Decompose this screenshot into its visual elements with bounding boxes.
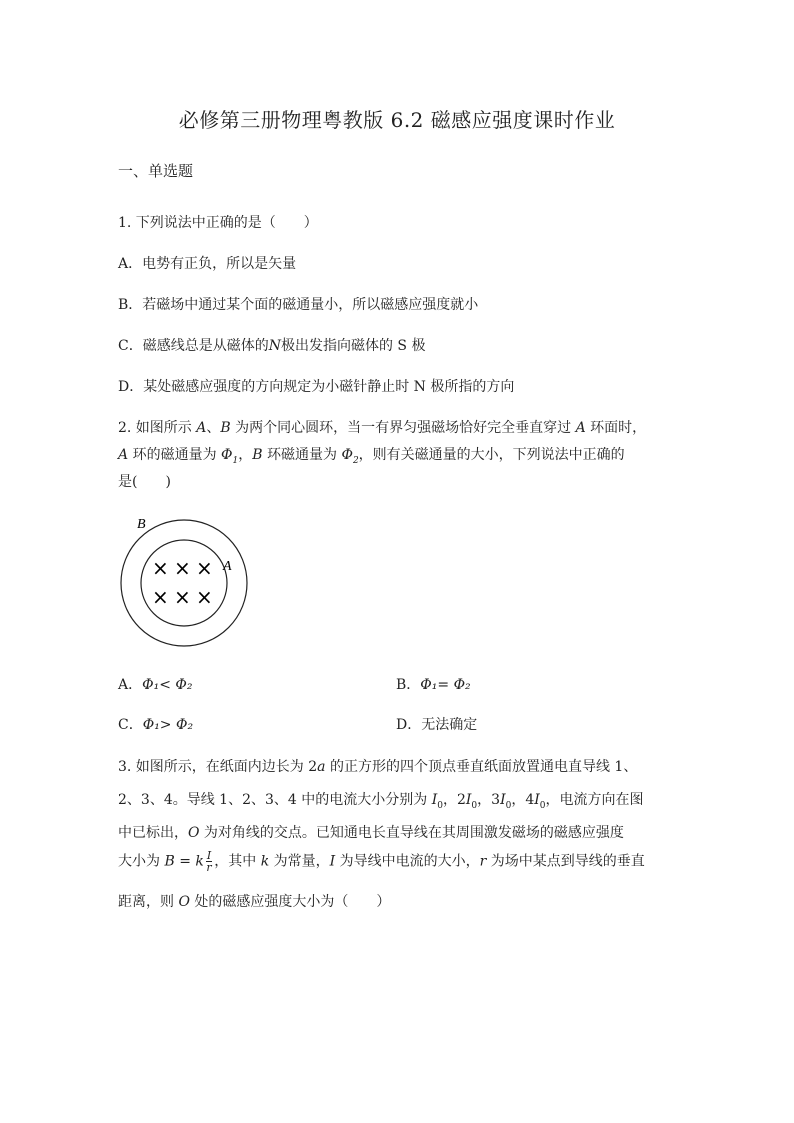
q2-phi2: Φ: [341, 447, 353, 463]
q3-text: 中已标出，: [118, 825, 188, 841]
q3-text: 距离，则: [118, 894, 179, 910]
q1-c-text-1: C．磁感线总是从磁体的: [118, 338, 269, 354]
q3-text: 为常量，: [269, 853, 330, 870]
q2-var-b: B: [220, 420, 231, 436]
q1-stem: 1. 下列说法中正确的是（ ）: [118, 215, 318, 231]
q3-text: 3. 如图所示，在纸面内边长为 2: [118, 759, 318, 775]
q3-var-i: I: [431, 792, 438, 808]
ring-b: [121, 520, 247, 646]
q3-text: 的正方形的四个顶点垂直纸面放置通电直导线 1、: [325, 759, 638, 775]
option-letter: C．: [118, 717, 143, 733]
q2-var-a: A: [575, 420, 586, 436]
q3-stem-line-1: [118, 756, 637, 776]
q3-text: =: [174, 853, 196, 870]
q2-text: 环磁通量为: [262, 447, 342, 463]
section-heading: 一、单选题: [118, 162, 194, 180]
q3-sub: 0: [471, 800, 478, 811]
q2-sub: 2: [352, 455, 359, 466]
q3-text: ，4: [511, 792, 535, 808]
option-letter: B．: [396, 677, 421, 693]
q3-var-r: r: [479, 853, 487, 870]
field-cross: ×: [152, 556, 169, 580]
q3-sub: 0: [437, 800, 443, 811]
q1-c-var-n: N: [268, 338, 281, 354]
q3-text: ，其中: [214, 853, 261, 870]
ring-a-label: A: [223, 559, 232, 574]
field-cross: ×: [152, 585, 169, 609]
q3-stem-line-4: [118, 850, 645, 873]
q3-var-b: B: [164, 853, 175, 870]
q1-option-c: [118, 335, 425, 355]
q2-option-d: D．无法确定: [396, 717, 478, 733]
option-text: Φ₁= Φ₂: [420, 677, 471, 693]
q3-text: 处的磁感应强度大小为（ ）: [189, 894, 391, 910]
q2-stem-line-1: [118, 417, 646, 437]
q3-text: 为对角线的交点。已知通电长直导线在其周围激发磁场的磁感应强度: [199, 825, 624, 841]
q3-var-k: k: [195, 853, 204, 870]
q2-text: 、: [206, 420, 221, 436]
q2-sub: 1: [232, 455, 239, 466]
q3-text: 大小为: [118, 853, 165, 870]
q3-text: 为场中某点到导线的垂直: [486, 853, 645, 870]
q3-stem-line-2: [118, 789, 644, 811]
fraction-denominator: r: [206, 861, 212, 874]
option-letter: A．: [118, 677, 143, 693]
q2-stem-line-2: [118, 444, 625, 466]
q3-var-o: O: [188, 825, 200, 841]
q3-var-k: k: [260, 853, 270, 870]
q3-text: 2、3、4。导线 1、2、3、4 中的电流大小分别为: [118, 792, 432, 808]
q1-c-text-2: 极出发指向磁体的 S 极: [280, 338, 426, 354]
q3-var-o: O: [178, 894, 190, 910]
q1-option-a: A．电势有正负，所以是矢量: [118, 256, 297, 272]
q3-var-i: I: [329, 853, 336, 870]
q3-sub: 0: [539, 800, 546, 811]
q3-var-a: a: [317, 759, 326, 775]
q2-var-a: A: [196, 420, 207, 436]
q3-var-i: I: [465, 792, 472, 808]
q2-var-b: B: [252, 447, 263, 463]
field-cross: ×: [196, 556, 213, 580]
q2-text: 为两个同心圆环，当一有界匀强磁场恰好完全垂直穿过: [230, 420, 576, 436]
q2-stem-line-3: 是( ): [118, 474, 171, 490]
q2-option-a: [118, 674, 193, 694]
fraction-i-over-r: [206, 850, 212, 873]
q3-text: ，3: [477, 792, 501, 808]
q3-text: ，电流方向在图: [545, 792, 644, 808]
q3-stem-line-3: [118, 822, 624, 842]
concentric-rings-figure: [118, 512, 258, 652]
q2-text: 2. 如图所示: [118, 420, 197, 436]
q2-text: 环的磁通量为: [128, 447, 222, 463]
field-cross: ×: [174, 585, 191, 609]
q2-option-c: [118, 714, 193, 734]
page-title: 必修第三册物理粤教版 6.2 磁感应强度课时作业: [178, 108, 616, 132]
q2-option-b: [396, 674, 471, 694]
q2-text: ，: [238, 447, 253, 463]
ring-b-label: B: [137, 517, 146, 532]
q3-sub: 0: [505, 800, 512, 811]
q2-text: ，则有关磁通量的大小，下列说法中正确的: [358, 447, 625, 463]
q2-text: 环面时，: [585, 420, 647, 436]
field-cross: ×: [174, 556, 191, 580]
q1-option-b: B．若磁场中通过某个面的磁通量小，所以磁感应强度就小: [118, 297, 479, 313]
option-text: Φ₁< Φ₂: [142, 677, 193, 693]
q1-option-d: D．某处磁感应强度的方向规定为小磁针静止时 N 极所指的方向: [118, 379, 515, 395]
q2-phi1: Φ: [221, 447, 233, 463]
q3-var-i: I: [534, 792, 540, 808]
field-cross: ×: [196, 585, 213, 609]
fraction-numerator: I: [206, 849, 212, 862]
q2-var-a: A: [118, 447, 129, 463]
q3-var-i: I: [500, 792, 506, 808]
q3-text: 为导线中电流的大小，: [335, 853, 480, 870]
ring-a: [141, 540, 227, 626]
q3-text: ，2: [442, 792, 466, 808]
option-text: Φ₁> Φ₂: [142, 717, 194, 733]
q3-stem-line-5: [118, 891, 390, 911]
